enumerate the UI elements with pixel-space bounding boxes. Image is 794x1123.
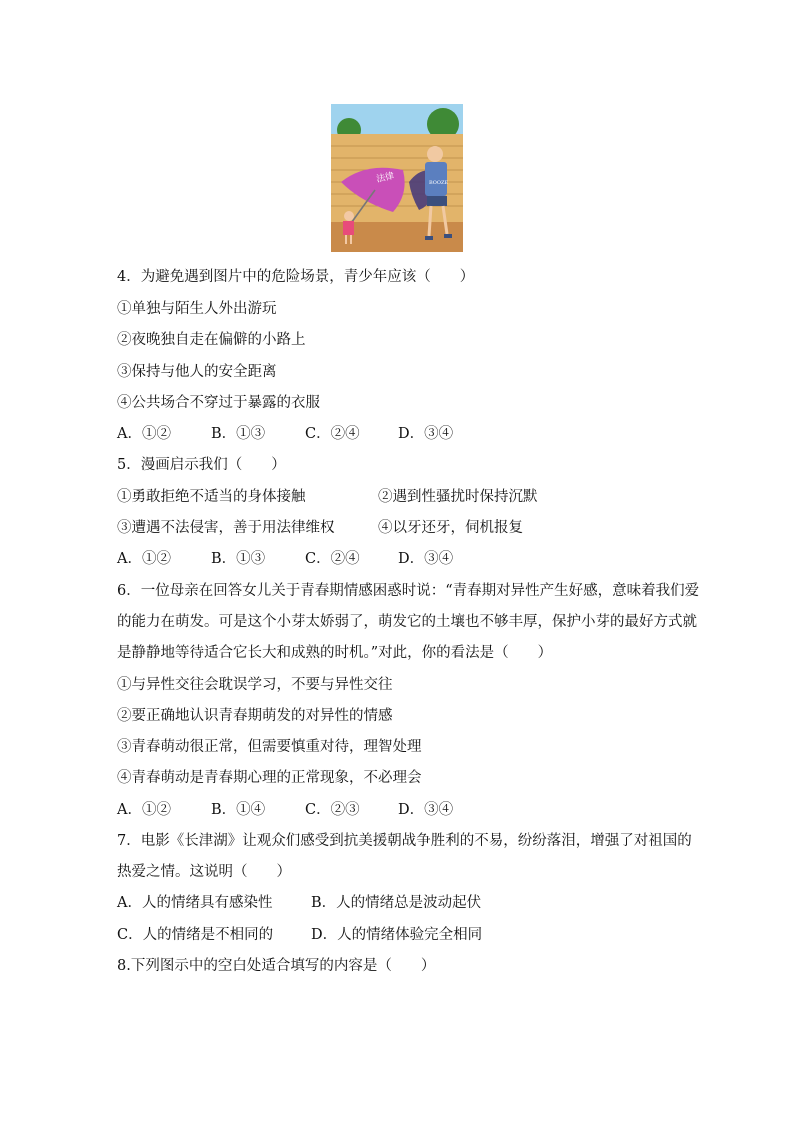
- q6-item-3: ③青春萌动很正常，但需要慎重对待，理智处理: [117, 739, 422, 755]
- man-head: [427, 146, 443, 162]
- q6-option-d[interactable]: D．③④: [398, 802, 454, 818]
- q4-option-b[interactable]: B．①③: [211, 426, 266, 442]
- cartoon-illustration: [331, 104, 463, 252]
- q4-item-3: ③保持与他人的安全距离: [117, 364, 277, 380]
- q5-option-b[interactable]: B．①③: [211, 551, 266, 567]
- q6-item-4: ④青春萌动是青春期心理的正常现象，不必理会: [117, 770, 422, 786]
- q5-item-1: ①勇敢拒绝不适当的身体接触: [117, 489, 306, 505]
- q5-option-a[interactable]: A．①②: [117, 551, 171, 567]
- q7-option-a[interactable]: A．人的情绪具有感染性: [117, 895, 273, 911]
- q7-option-d[interactable]: D．人的情绪体验完全相同: [311, 927, 483, 943]
- q6-option-c[interactable]: C．②③: [305, 802, 360, 818]
- q7-option-c[interactable]: C．人的情绪是不相同的: [117, 927, 274, 943]
- question-4-stem: 4．为避免遇到图片中的危险场景，青少年应该（ ）: [117, 269, 475, 285]
- shirt-label: BOOZE: [429, 180, 449, 186]
- q4-option-d[interactable]: D．③④: [398, 426, 454, 442]
- question-5-stem: 5．漫画启示我们（ ）: [117, 457, 286, 473]
- q4-item-2: ②夜晚独自走在偏僻的小路上: [117, 332, 306, 348]
- q4-option-c[interactable]: C．②④: [305, 426, 360, 442]
- question-6-stem-line-3: 是静静地等待适合它长大和成熟的时机。”对此，你的看法是（ ）: [117, 645, 553, 661]
- question-7-stem-line-2: 热爱之情。这说明（ ）: [117, 864, 291, 880]
- q6-item-2: ②要正确地认识青春期萌发的对异性的情感: [117, 708, 393, 724]
- q6-item-1: ①与异性交往会耽误学习，不要与异性交往: [117, 677, 393, 693]
- question-6-stem-line-2: 的能力在萌发。可是这个小芽太娇弱了，萌发它的土壤也不够丰厚，保护小芽的最好方式就: [117, 614, 697, 630]
- q7-option-b[interactable]: B．人的情绪总是波动起伏: [311, 895, 482, 911]
- q5-item-2: ②遇到性骚扰时保持沉默: [378, 489, 538, 505]
- q6-option-b[interactable]: B．①④: [211, 802, 266, 818]
- man-shorts: [427, 196, 447, 206]
- q4-item-1: ①单独与陌生人外出游玩: [117, 301, 277, 317]
- question-6-stem-line-1: 6．一位母亲在回答女儿关于青春期情感困惑时说：“青春期对异性产生好感，意味着我们爱: [117, 583, 700, 599]
- umbrella-label: 法律: [375, 171, 396, 185]
- q4-item-4: ④公共场合不穿过于暴露的衣服: [117, 395, 320, 411]
- q5-item-3: ③遭遇不法侵害，善于用法律维权: [117, 520, 335, 536]
- question-8-stem: 8.下列图示中的空白处适合填写的内容是（ ）: [117, 958, 436, 974]
- q4-option-a[interactable]: A．①②: [117, 426, 171, 442]
- q6-option-a[interactable]: A．①②: [117, 802, 171, 818]
- q5-item-4: ④以牙还牙，伺机报复: [378, 520, 523, 536]
- q5-option-c[interactable]: C．②④: [305, 551, 360, 567]
- question-7-stem-line-1: 7．电影《长津湖》让观众们感受到抗美援朝战争胜利的不易，纷纷落泪，增强了对祖国的: [117, 833, 692, 849]
- q5-option-d[interactable]: D．③④: [398, 551, 454, 567]
- girl-dress: [343, 221, 354, 235]
- man-shirt: [425, 162, 447, 196]
- girl-head: [344, 211, 354, 221]
